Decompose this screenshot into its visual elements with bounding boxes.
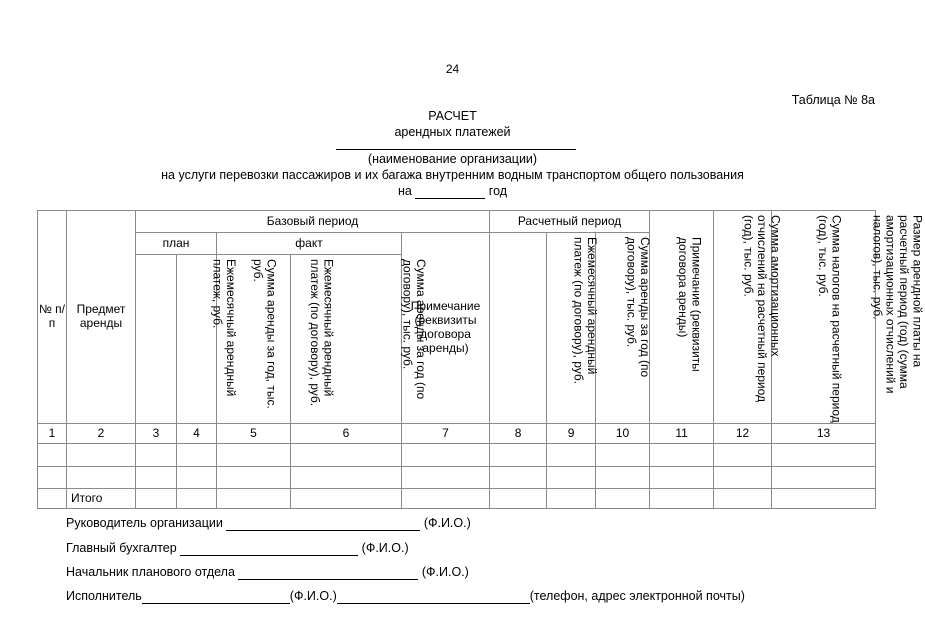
col-number: 8 [490, 424, 547, 444]
signature-executor [66, 589, 745, 604]
executor-label: Исполнитель [66, 589, 142, 603]
header-fact-monthly-text: Ежемесячный арендный платеж (по договору), руб. [308, 259, 336, 407]
executor-contact: (телефон, адрес электронной почты) [529, 589, 745, 603]
header-fact-annual-text: Сумма аренды за год (по договору), тыс. руб. [400, 259, 428, 400]
executor-signature-line [142, 589, 290, 604]
service-description: на услуги перевозки пассажиров и их багажа внутренним водным транспортом общего пользования [161, 168, 744, 182]
col-number: 9 [547, 424, 596, 444]
year-blank [415, 184, 485, 199]
total-label: Итого [67, 489, 136, 509]
col-number: 6 [291, 424, 402, 444]
planning-head-signature-line [238, 565, 418, 580]
col-number: 2 [67, 424, 136, 444]
year-line [0, 184, 905, 199]
header-num: № п/п [38, 211, 67, 424]
organization-name-line [336, 149, 576, 150]
col-number: 13 [772, 424, 876, 444]
header-calc-monthly-text: Ежемесячный арендный платеж (по договору), руб. [571, 237, 600, 385]
planning-head-label: Начальник планового отдела [66, 565, 235, 579]
rent-calculation-table [37, 210, 925, 509]
year-suffix: год [488, 184, 508, 198]
col-number: 4 [177, 424, 217, 444]
header-plan: план [136, 233, 217, 255]
header-calc-period: Расчетный период [490, 211, 650, 233]
header-rent-size-text: Размер арендной платы на расчетный период (год) (сумма амортизационных отчислений и налогов), тыс. руб. [870, 215, 925, 394]
col-number: 11 [650, 424, 714, 444]
total-row [38, 489, 876, 509]
header-amortization-text: Сумма амортизационных отчислений на расчетный период (год), тыс. руб. [741, 215, 783, 403]
header-fact: факт [217, 233, 402, 255]
organization-caption: (наименование организации) [367, 152, 538, 166]
col-number: 12 [714, 424, 772, 444]
header-calc-note [596, 233, 704, 424]
year-prefix: на [397, 184, 412, 198]
page-number: 24 [445, 62, 460, 76]
col-number: 1 [38, 424, 67, 444]
col-number: 7 [402, 424, 490, 444]
table-label: Таблица № 8а [791, 93, 875, 107]
head-fio: (Ф.И.О.) [423, 516, 471, 530]
col-number: 5 [217, 424, 291, 444]
chief-accountant-fio: (Ф.И.О.) [361, 541, 409, 555]
executor-fio: (Ф.И.О.) [289, 589, 337, 603]
header-plan-monthly-text: Ежемесячный арендный платеж, руб. [210, 259, 238, 397]
header-base-period: Базовый период [136, 211, 490, 233]
document-title: РАСЧЕТ [428, 109, 477, 123]
table-row [38, 444, 876, 467]
header-subject: Предмет аренды [67, 211, 136, 424]
header-calc-note-text: Примечание (реквизиты договора аренды) [676, 237, 704, 372]
chief-accountant-label: Главный бухгалтер [66, 541, 177, 555]
col-number: 10 [596, 424, 650, 444]
document-subtitle: арендных платежей [394, 125, 511, 139]
chief-accountant-signature-line [180, 541, 358, 556]
header-plan-annual-text: Сумма аренды за год, тыс. руб. [251, 259, 279, 409]
signature-chief-accountant [66, 541, 409, 556]
column-number-row [38, 424, 876, 444]
header-fact-annual [291, 255, 428, 424]
header-base-note: Примечание (реквизиты договора аренды) [402, 233, 490, 424]
signature-head [66, 516, 471, 531]
col-number: 3 [136, 424, 177, 444]
header-rent-size [772, 211, 925, 424]
head-label: Руководитель организации [66, 516, 223, 530]
header-calc-annual-text: Сумма аренды за год (по договору), тыс. руб. [624, 237, 653, 378]
header-taxes-text: Сумма налогов на расчетный период (год), тыс. руб. [816, 215, 844, 423]
table-row [38, 467, 876, 489]
executor-contact-line [337, 589, 530, 604]
signature-planning-head [66, 565, 469, 580]
planning-head-fio: (Ф.И.О.) [421, 565, 469, 579]
head-signature-line [226, 516, 420, 531]
